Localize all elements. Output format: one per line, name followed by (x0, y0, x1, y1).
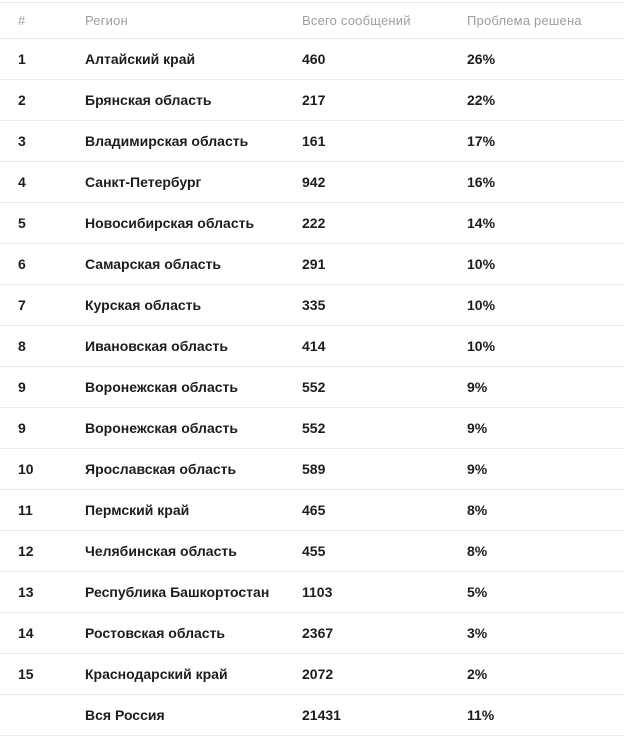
cell-rank: 14 (18, 625, 34, 641)
cell-problem-solved: 10% (467, 256, 496, 272)
table-row (0, 572, 624, 613)
cell-rank: 5 (18, 215, 26, 231)
table-row (0, 121, 624, 162)
cell-region: Владимирская область (85, 133, 249, 149)
table-row (0, 80, 624, 121)
table-row (0, 531, 624, 572)
cell-rank: 9 (18, 420, 26, 436)
cell-region: Ярославская область (85, 461, 237, 477)
column-header-problem-solved: Проблема решена (467, 13, 582, 28)
cell-problem-solved: 2% (467, 666, 488, 682)
cell-region: Воронежская область (85, 379, 238, 395)
cell-rank: 13 (18, 584, 34, 600)
cell-problem-solved: 5% (467, 584, 488, 600)
table-row (0, 654, 624, 695)
cell-region: Челябинская область (85, 543, 237, 559)
cell-problem-solved: 26% (467, 51, 496, 67)
cell-region: Республика Башкортостан (85, 584, 270, 600)
cell-total-messages: 465 (302, 502, 326, 518)
cell-problem-solved: 8% (467, 543, 488, 559)
cell-rank: 6 (18, 256, 26, 272)
cell-total-messages: 460 (302, 51, 326, 67)
table-row (0, 367, 624, 408)
cell-region: Брянская область (85, 92, 212, 108)
cell-region: Алтайский край (85, 51, 196, 67)
cell-problem-solved: 10% (467, 297, 496, 313)
table-row (0, 408, 624, 449)
cell-rank: 9 (18, 379, 26, 395)
table-row (0, 613, 624, 654)
cell-total-messages: 21431 (302, 707, 341, 723)
cell-region: Ивановская область (85, 338, 228, 354)
cell-total-messages: 2072 (302, 666, 334, 682)
table-row (0, 244, 624, 285)
cell-problem-solved: 22% (467, 92, 496, 108)
cell-problem-solved: 9% (467, 461, 488, 477)
column-header-region: Регион (85, 13, 128, 28)
table-row (0, 449, 624, 490)
cell-region: Воронежская область (85, 420, 238, 436)
table-row (0, 203, 624, 244)
table-row (0, 39, 624, 80)
cell-rank: 10 (18, 461, 34, 477)
cell-region: Санкт-Петербург (85, 174, 202, 190)
cell-total-messages: 552 (302, 420, 326, 436)
cell-problem-solved: 11% (467, 707, 495, 723)
column-header-rank: # (18, 13, 26, 28)
cell-region: Вся Россия (85, 707, 165, 723)
cell-problem-solved: 8% (467, 502, 488, 518)
table-row (0, 162, 624, 203)
cell-rank: 2 (18, 92, 26, 108)
cell-problem-solved: 9% (467, 379, 488, 395)
cell-problem-solved: 14% (467, 215, 496, 231)
cell-rank: 3 (18, 133, 26, 149)
cell-region: Ростовская область (85, 625, 226, 641)
cell-region: Новосибирская область (85, 215, 255, 231)
cell-rank: 12 (18, 543, 34, 559)
cell-total-messages: 217 (302, 92, 326, 108)
cell-region: Курская область (85, 297, 202, 313)
cell-region: Краснодарский край (85, 666, 228, 682)
cell-region: Пермский край (85, 502, 190, 518)
table-row (0, 285, 624, 326)
cell-total-messages: 335 (302, 297, 326, 313)
cell-rank: 15 (18, 666, 34, 682)
table-row (0, 490, 624, 531)
cell-total-messages: 2367 (302, 625, 334, 641)
cell-total-messages: 414 (302, 338, 326, 354)
cell-rank: 11 (18, 502, 33, 518)
cell-total-messages: 942 (302, 174, 326, 190)
cell-rank: 7 (18, 297, 26, 313)
cell-problem-solved: 10% (467, 338, 496, 354)
cell-problem-solved: 9% (467, 420, 488, 436)
cell-problem-solved: 17% (467, 133, 496, 149)
regions-table (0, 2, 624, 736)
table-row (0, 695, 624, 736)
table-body (0, 39, 624, 736)
cell-total-messages: 291 (302, 256, 326, 272)
cell-problem-solved: 3% (467, 625, 488, 641)
cell-rank: 8 (18, 338, 26, 354)
column-header-total-messages: Всего сообщений (302, 13, 411, 28)
table-header-row (0, 2, 624, 39)
cell-total-messages: 1103 (302, 584, 333, 600)
cell-region: Самарская область (85, 256, 221, 272)
cell-total-messages: 455 (302, 543, 326, 559)
cell-rank: 4 (18, 174, 26, 190)
cell-total-messages: 222 (302, 215, 326, 231)
cell-problem-solved: 16% (467, 174, 496, 190)
table-row (0, 326, 624, 367)
cell-total-messages: 589 (302, 461, 326, 477)
cell-total-messages: 552 (302, 379, 326, 395)
cell-rank: 1 (18, 51, 26, 67)
cell-total-messages: 161 (302, 133, 326, 149)
